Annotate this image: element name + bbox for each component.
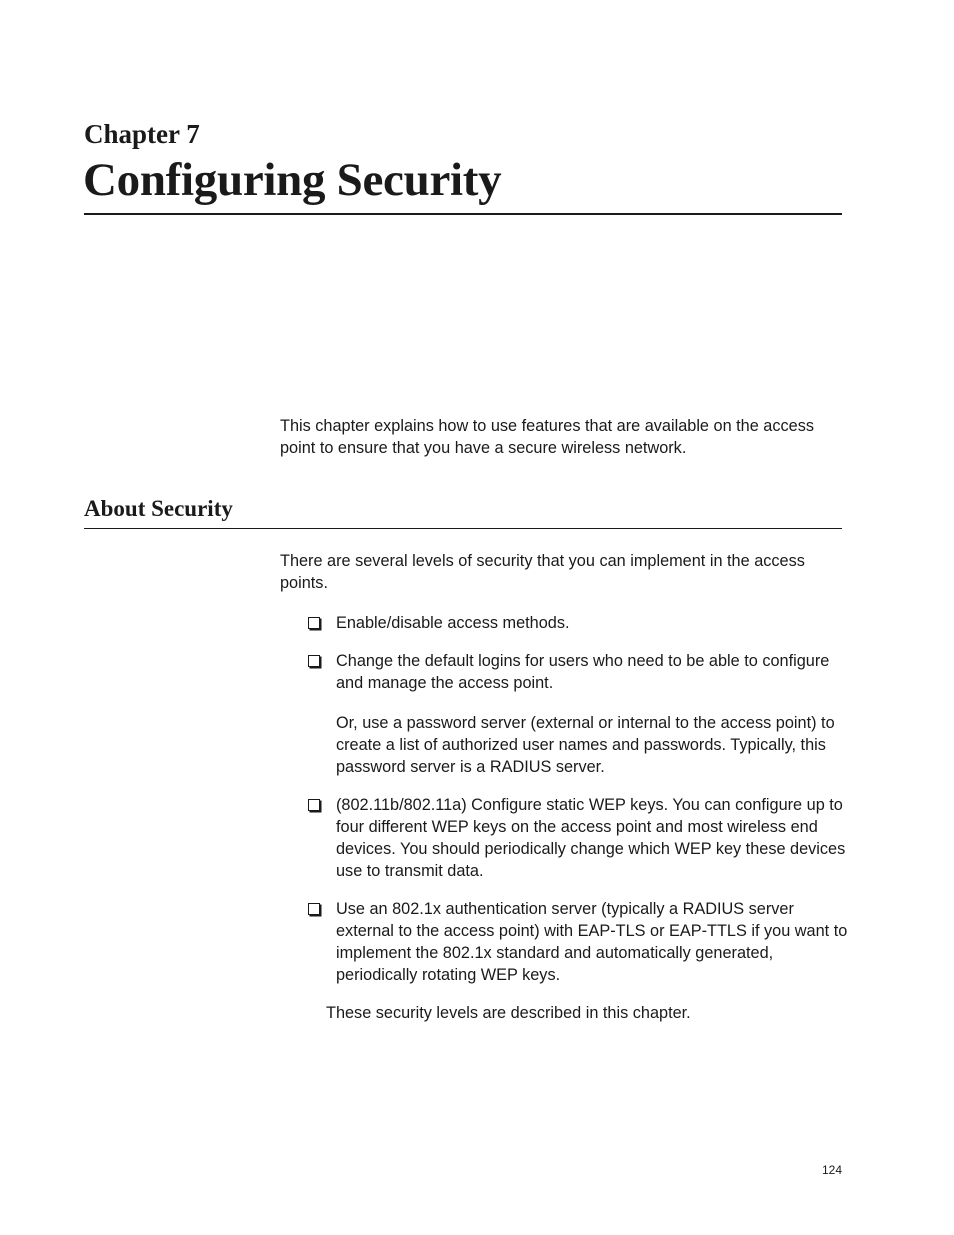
section-heading: About Security	[84, 496, 233, 521]
title-rule	[84, 213, 842, 215]
intro-paragraph: This chapter explains how to use features that are available on the access point to ensure that you have a secure wireless network.	[280, 417, 814, 457]
list-item	[308, 650, 848, 778]
chapter-title: Configuring Security	[83, 154, 502, 206]
checkbox-bullet-icon	[308, 903, 320, 915]
section-rule	[84, 528, 842, 529]
closing-paragraph: These security levels are described in this chapter.	[326, 1004, 691, 1022]
checkbox-bullet-icon	[308, 617, 320, 629]
checkbox-bullet-icon	[308, 655, 320, 667]
list-item-text: Use an 802.1x authentication server (typically a RADIUS server external to the access point) with EAP-TLS or EAP-TTLS if you want to implement the 802.1x standard and automatically generated, periodically rotating WEP keys.	[336, 900, 848, 984]
security-levels-list	[308, 612, 848, 1002]
checkbox-bullet-icon	[308, 799, 320, 811]
page-number: 124	[822, 1163, 843, 1177]
list-item	[308, 794, 848, 882]
chapter-label: Chapter 7	[84, 119, 200, 149]
list-item	[308, 612, 848, 634]
list-item-text: (802.11b/802.11a) Configure static WEP keys. You can configure up to four different WEP keys on the access point and most wireless end devices. You should periodically change which WEP key these devices use to transmit data.	[336, 796, 846, 880]
list-item-text: Enable/disable access methods.	[336, 614, 570, 632]
list-item	[308, 898, 848, 986]
list-item-subtext: Or, use a password server (external or internal to the access point) to create a list of authorized user names and passwords. Typically, this password server is a RADIUS server.	[336, 714, 835, 776]
section-lead: There are several levels of security that you can implement in the access points.	[280, 552, 805, 592]
list-item-text: Change the default logins for users who need to be able to configure and manage the access point.	[336, 652, 830, 692]
